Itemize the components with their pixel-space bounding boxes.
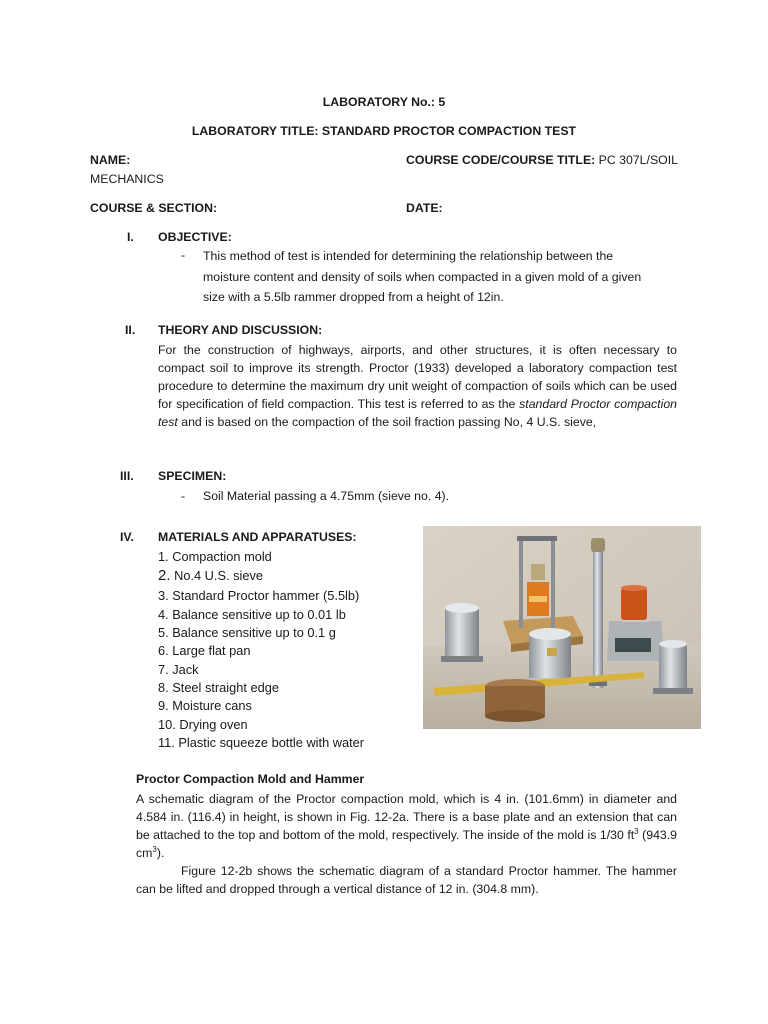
lab-title: LABORATORY TITLE: STANDARD PROCTOR COMPACTION TEST [191, 124, 577, 138]
list-item: 1. Compaction mold [158, 549, 272, 564]
materials-list [158, 0, 408, 760]
theory-italic-term: standard Proctor compaction test [158, 397, 677, 429]
list-item: 7. Jack [158, 662, 199, 677]
list-item: 5. Balance sensitive up to 0.1 g [158, 625, 336, 640]
list-item: 3. Standard Proctor hammer (5.5lb) [158, 588, 360, 603]
course-code-value: PC 307L/SOIL [595, 153, 678, 167]
course-code-continued: MECHANICS [90, 172, 164, 186]
theory-number: II. [125, 323, 136, 337]
course-code-label: COURSE CODE/COURSE TITLE: [406, 153, 596, 167]
list-item: 10. Drying oven [158, 717, 248, 732]
name-label: NAME: [90, 153, 131, 167]
list-item: 2. No.4 U.S. sieve [158, 567, 263, 584]
objective-dash: - [181, 248, 186, 262]
theory-title: THEORY AND DISCUSSION: [158, 323, 323, 337]
course-code [406, 153, 678, 167]
list-item: 4. Balance sensitive up to 0.01 lb [158, 607, 346, 622]
proctor-paragraph-1: A schematic diagram of the Proctor compaction mold, which is 4 in. (101.6mm) in diameter and 4.584 in. (116.4) in height, is shown in Fig. 12-2a. There is a base plate and an extension that can be attached to the top and bottom of the mold, respectively. The inside of the mold is 1/30 $ft^3$ (943.9 $cm^3$). [136, 792, 678, 860]
specimen-title: SPECIMEN: [158, 469, 227, 483]
list-item: 8. Steel straight edge [158, 680, 279, 695]
course-section-label: COURSE & SECTION: [90, 201, 218, 215]
specimen-dash: - [181, 489, 186, 503]
proctor-heading: Proctor Compaction Mold and Hammer [136, 772, 365, 786]
specimen-number: III. [120, 469, 134, 483]
specimen-text: Soil Material passing a 4.75mm (sieve no. 4). [203, 489, 450, 503]
list-item: 9. Moisture cans [158, 698, 252, 713]
theory-text: For the construction of highways, airports, and other structures, it is often necessary to compact soil to improve its strength. Proctor (1933) developed a laboratory compaction test procedure to determine the maximum dry unit weight of compaction of soils which can be used for specification of field compaction. This test is referred to as the standard Proctor compaction test and is based on the compaction of the soil fraction passing No, 4 U.S. sieve, [158, 343, 677, 429]
objective-text: This method of test is intended for determining the relationship between the moisture content and density of soils when compacted in a given mold of a given size with a 5.5lb rammer dropped from a height of 12in. [203, 249, 642, 304]
date-label: DATE: [406, 201, 443, 215]
objective-title: OBJECTIVE: [158, 230, 232, 244]
lab-number: LABORATORY No.: 5 [322, 95, 446, 109]
materials-title: MATERIALS AND APPARATUSES: [158, 530, 357, 544]
apparatus-photo [423, 526, 701, 729]
materials-number: IV. [120, 530, 134, 544]
list-item: 6. Large flat pan [158, 643, 251, 658]
proctor-paragraph-2: Figure 12-2b shows the schematic diagram of a standard Proctor hammer. The hammer can be lifted and dropped through a vertical distance of 12 in. (304.8 mm). [136, 864, 677, 896]
list-item: 11. Plastic squeeze bottle with water [158, 735, 365, 750]
objective-number: I. [127, 230, 134, 244]
